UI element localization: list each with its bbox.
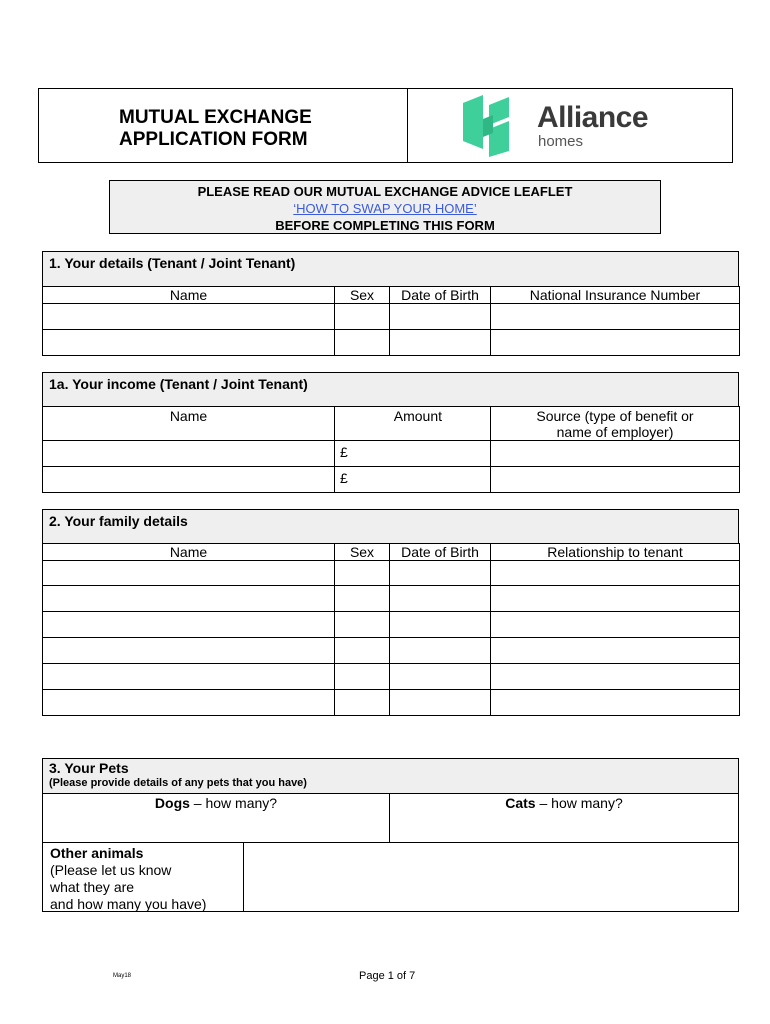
- name-input[interactable]: [43, 441, 335, 467]
- relationship-input[interactable]: [491, 690, 740, 716]
- relationship-input[interactable]: [491, 638, 740, 664]
- section3-title: 3. Your Pets: [49, 760, 129, 776]
- amount-input[interactable]: £: [335, 441, 491, 467]
- col-dob: Date of Birth: [390, 287, 491, 304]
- col-name: Name: [43, 544, 335, 561]
- dogs-label-bold: Dogs: [154, 795, 190, 811]
- sex-input[interactable]: [335, 586, 390, 612]
- col-relationship: Relationship to tenant: [491, 544, 740, 561]
- notice-box: [109, 180, 661, 234]
- col-name: Name: [43, 287, 335, 304]
- section2-header: [42, 509, 739, 544]
- section3-header: [42, 758, 739, 794]
- other-animals-line3: and how many you have): [50, 896, 207, 912]
- other-animals-label-cell: [42, 842, 244, 912]
- table-row: [43, 561, 740, 586]
- col-sex: Sex: [335, 544, 390, 561]
- cats-label-rest: – how many?: [535, 795, 623, 811]
- sex-input[interactable]: [335, 304, 390, 330]
- table-row: [43, 612, 740, 638]
- sex-input[interactable]: [335, 561, 390, 586]
- sex-input[interactable]: [335, 638, 390, 664]
- source-input[interactable]: [491, 441, 740, 467]
- other-animals-title: Other animals: [50, 845, 144, 861]
- alliance-homes-logo: [459, 93, 709, 159]
- section1-table: [42, 286, 740, 356]
- other-animals-line2: what they are: [50, 879, 135, 895]
- name-input[interactable]: [43, 467, 335, 493]
- header-box: [38, 88, 733, 163]
- page-title-line1: MUTUAL EXCHANGE: [119, 107, 312, 128]
- relationship-input[interactable]: [491, 612, 740, 638]
- dob-input[interactable]: [390, 664, 491, 690]
- dob-input[interactable]: [390, 638, 491, 664]
- cats-label-bold: Cats: [505, 795, 536, 811]
- table-row: [43, 304, 740, 330]
- dob-input[interactable]: [390, 612, 491, 638]
- relationship-input[interactable]: [491, 561, 740, 586]
- cats-field[interactable]: [389, 793, 739, 843]
- section1a-title: 1a. Your income (Tenant / Joint Tenant): [49, 376, 308, 392]
- dob-input[interactable]: [390, 586, 491, 612]
- name-input[interactable]: [43, 304, 335, 330]
- dob-input[interactable]: [390, 561, 491, 586]
- section1-title: 1. Your details (Tenant / Joint Tenant): [49, 255, 296, 271]
- col-dob: Date of Birth: [390, 544, 491, 561]
- notice-line1: PLEASE READ OUR MUTUAL EXCHANGE ADVICE LEAFLET: [197, 184, 573, 199]
- page-title-line2: APPLICATION FORM: [119, 129, 308, 150]
- table-row: [43, 441, 740, 467]
- dogs-label-rest: – how many?: [189, 795, 278, 811]
- ni-input[interactable]: [491, 304, 740, 330]
- notice-link[interactable]: ‘HOW TO SWAP YOUR HOME’: [293, 201, 477, 216]
- col-amount: Amount: [335, 407, 491, 441]
- table-row: [43, 664, 740, 690]
- notice-line3: BEFORE COMPLETING THIS FORM: [275, 218, 495, 233]
- dogs-field[interactable]: [42, 793, 390, 843]
- cats-label: [390, 795, 738, 811]
- sex-input[interactable]: [335, 690, 390, 716]
- page-number: Page 1 of 7: [359, 970, 416, 982]
- sex-input[interactable]: [335, 330, 390, 356]
- col-source: Source (type of benefit or name of employer): [491, 407, 740, 441]
- amount-input[interactable]: £: [335, 467, 491, 493]
- header-divider: [407, 89, 408, 162]
- name-input[interactable]: [43, 330, 335, 356]
- logo-text: Alliance: [537, 101, 649, 134]
- col-ni: National Insurance Number: [491, 287, 740, 304]
- name-input[interactable]: [43, 690, 335, 716]
- name-input[interactable]: [43, 561, 335, 586]
- logo-mark-icon: [459, 93, 525, 159]
- other-animals-input[interactable]: [243, 842, 739, 912]
- name-input[interactable]: [43, 664, 335, 690]
- section1a-table: [42, 406, 740, 493]
- section1a-header: [42, 372, 739, 407]
- table-row: [43, 330, 740, 356]
- logo-subtext: homes: [538, 133, 584, 150]
- sex-input[interactable]: [335, 612, 390, 638]
- dob-input[interactable]: [390, 330, 491, 356]
- col-sex: Sex: [335, 287, 390, 304]
- table-row: [43, 638, 740, 664]
- page-title: [119, 107, 312, 151]
- name-input[interactable]: [43, 586, 335, 612]
- dogs-label: [43, 795, 389, 811]
- other-animals-line1: (Please let us know: [50, 862, 172, 878]
- table-row: [43, 586, 740, 612]
- relationship-input[interactable]: [491, 664, 740, 690]
- relationship-input[interactable]: [491, 586, 740, 612]
- dob-input[interactable]: [390, 690, 491, 716]
- sex-input[interactable]: [335, 664, 390, 690]
- footer-date: May18: [113, 973, 132, 979]
- table-row: [43, 467, 740, 493]
- name-input[interactable]: [43, 638, 335, 664]
- section2-title: 2. Your family details: [49, 513, 188, 529]
- source-input[interactable]: [491, 467, 740, 493]
- name-input[interactable]: [43, 612, 335, 638]
- section2-table: [42, 543, 740, 716]
- section1-header: [42, 251, 739, 287]
- dob-input[interactable]: [390, 304, 491, 330]
- ni-input[interactable]: [491, 330, 740, 356]
- table-row: [43, 690, 740, 716]
- col-name: Name: [43, 407, 335, 441]
- section3-subtitle: (Please provide details of any pets that you have): [49, 777, 307, 789]
